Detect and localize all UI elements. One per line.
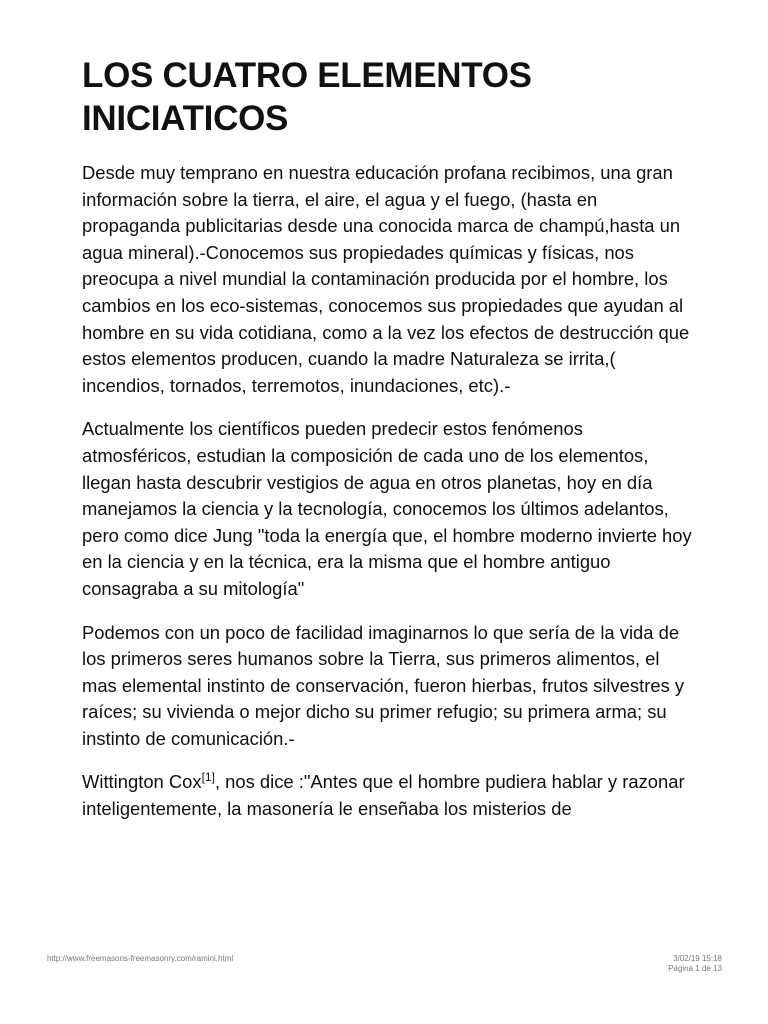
paragraph-2: Actualmente los científicos pueden predecir estos fenómenos atmosféricos, estudian la composición de cada uno de los elementos, llegan hasta descubrir vestigios de agua en otros planetas, hoy en día manejamos la ciencia y la tecnología, conocemos los últimos adelantos, pero como dice Jung "toda la energía que, el hombre moderno invierte hoy en la ciencia y en la técnica, era la misma que el hombre antiguo consagraba a su mitología" <box>82 418 692 599</box>
print-meta <box>668 954 722 974</box>
author-name: Wittington Cox <box>82 771 202 793</box>
document-title <box>82 54 692 140</box>
paragraph-4-text: , nos dice :"Antes que el hombre pudiera hablar y razonar inteligentemente, la masonería le enseñaba los misterios de <box>82 771 685 820</box>
footnote-link[interactable]: [1] <box>201 770 215 785</box>
paragraph-4 <box>82 769 692 822</box>
print-datetime: 3/02/19 15:18 <box>673 954 722 963</box>
document-body <box>82 54 692 840</box>
page-number: Página 1 de 13 <box>668 964 722 973</box>
title-line-1: LOS CUATRO ELEMENTOS <box>82 56 532 95</box>
paragraph-3: Podemos con un poco de facilidad imaginarnos lo que sería de la vida de los primeros seres humanos sobre la Tierra, sus primeros alimentos, el mas elemental instinto de conservación, fueron hierbas, frutos silvestres y raíces; su vivienda o mejor dicho su primer refugio; su primera arma; su instinto de comunicación.- <box>82 621 685 749</box>
print-footer <box>0 952 768 982</box>
source-url: http://www.freemasons-freemasonry.com/ramini.html <box>47 954 234 963</box>
title-line-2: INICIATICOS <box>82 99 289 138</box>
paragraph-1: Desde muy temprano en nuestra educación profana recibimos, una gran información sobre la tierra, el aire, el agua y el fuego, (hasta en propaganda publicitarias desde una conocida marca de champú,hasta un agua mineral).-Conocemos sus propiedades químicas y físicas, nos preocupa a nivel mundial la contaminación producida por el hombre, los cambios en los eco-sistemas, conocemos sus propiedades que ayudan al hombre en su vida cotidiana, como a la vez los efectos de destrucción que estos elementos producen, cuando la madre Naturaleza se irrita,( incendios, tornados, terremotos, inundaciones, etc).- <box>82 162 690 396</box>
